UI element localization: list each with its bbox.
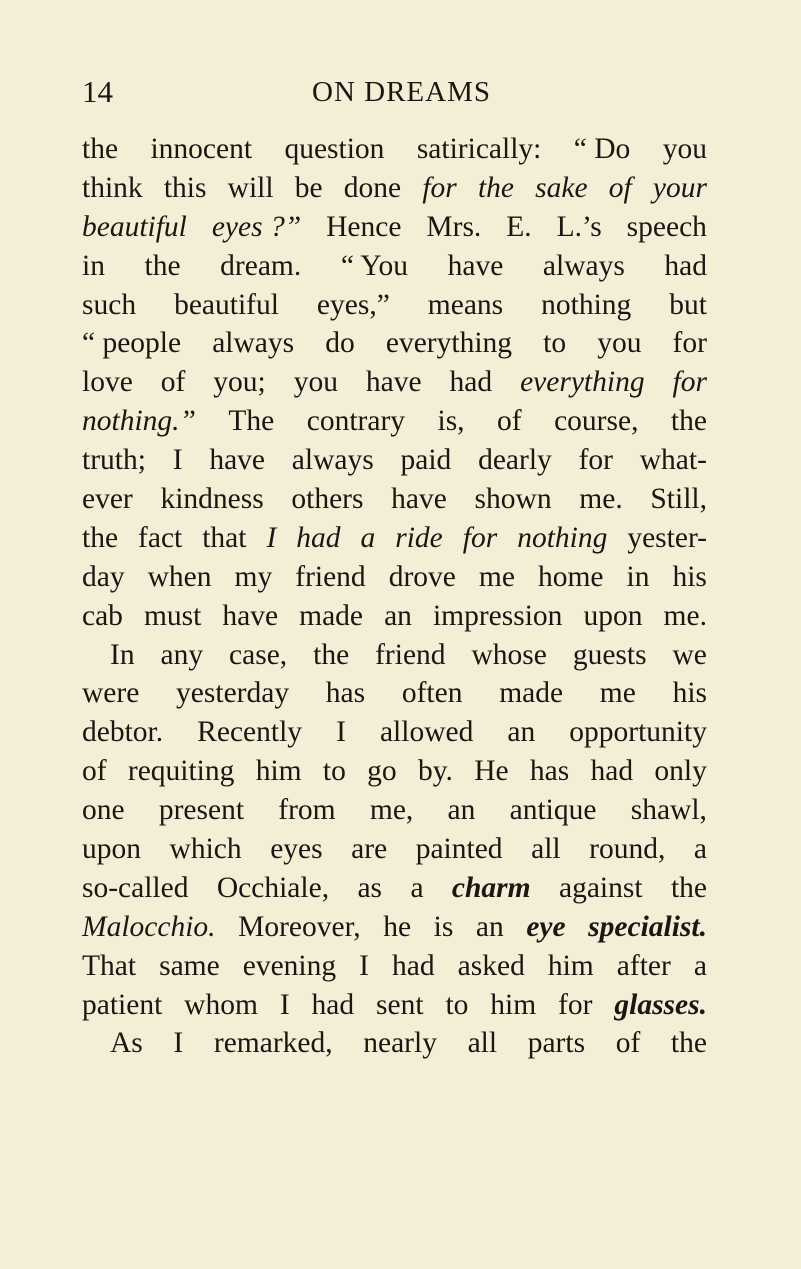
word: Moreover, xyxy=(238,910,361,943)
word: my xyxy=(234,560,273,593)
text-line xyxy=(82,713,707,752)
word: beautiful xyxy=(174,288,279,321)
word: means xyxy=(427,288,504,321)
word: an xyxy=(475,910,504,943)
text-line xyxy=(82,441,707,480)
word: drove xyxy=(388,560,456,593)
word: impression xyxy=(432,599,563,632)
word: always xyxy=(212,327,295,360)
word: beautiful xyxy=(82,210,187,243)
word: done xyxy=(343,171,402,204)
word: The xyxy=(228,405,275,438)
word: Hence xyxy=(326,210,402,243)
text-line xyxy=(82,324,707,363)
word: by. xyxy=(417,755,453,788)
word: of xyxy=(615,1027,641,1060)
word: must xyxy=(143,599,202,632)
word: me xyxy=(599,677,636,710)
word: Malocchio. xyxy=(82,910,216,943)
word: the xyxy=(82,133,119,165)
word: question xyxy=(284,133,385,165)
word: patient xyxy=(82,988,163,1021)
word: any xyxy=(160,638,204,671)
word: has xyxy=(529,755,570,788)
word: requiting xyxy=(127,755,235,788)
word: L.’s xyxy=(556,210,602,243)
word: after xyxy=(616,949,671,982)
text-line xyxy=(82,1024,707,1063)
word: all xyxy=(531,833,561,866)
word: cab xyxy=(82,599,123,632)
word: you xyxy=(293,366,338,399)
word: have xyxy=(222,599,279,632)
word: paid xyxy=(400,444,452,477)
word: always xyxy=(542,249,625,282)
word: be xyxy=(294,171,323,204)
word: me. xyxy=(579,483,623,516)
word: evening xyxy=(242,949,337,982)
word: contrary xyxy=(306,405,406,438)
word: for xyxy=(578,444,613,477)
word: round, xyxy=(589,833,666,866)
word: whose xyxy=(471,638,547,671)
word: home xyxy=(537,560,604,593)
word: to xyxy=(322,755,346,788)
word: Still, xyxy=(650,483,707,516)
word: asked xyxy=(457,949,525,982)
word: have xyxy=(447,249,504,282)
text-line xyxy=(82,752,707,791)
word: for xyxy=(672,327,707,360)
word: others xyxy=(291,483,364,516)
word: course, xyxy=(554,405,639,438)
word: He xyxy=(474,755,509,788)
word: me, xyxy=(369,794,414,827)
word: against xyxy=(559,871,643,904)
word: for xyxy=(672,366,707,399)
word: “ You xyxy=(340,249,409,282)
word: case, xyxy=(229,638,288,671)
word: “ people xyxy=(82,327,182,360)
word: ride xyxy=(395,521,443,554)
word: the xyxy=(82,521,119,554)
word: have xyxy=(365,366,422,399)
word: him xyxy=(547,949,594,982)
word: of xyxy=(160,366,186,399)
word: upon xyxy=(82,833,141,866)
word: me xyxy=(478,560,515,593)
word: I xyxy=(279,988,290,1021)
word: satirically: xyxy=(416,133,542,165)
word: had xyxy=(590,755,634,788)
word: you xyxy=(597,327,642,360)
text-line xyxy=(82,636,707,675)
word: painted xyxy=(415,833,503,866)
word: what- xyxy=(639,444,707,477)
word: eye xyxy=(526,910,566,943)
word: a xyxy=(410,871,424,904)
word: dearly xyxy=(478,444,552,477)
text-line xyxy=(82,908,707,947)
text-line xyxy=(82,558,707,597)
word: parts xyxy=(527,1027,586,1060)
word: had xyxy=(311,988,355,1021)
word: which xyxy=(169,833,242,866)
word: the xyxy=(670,1027,707,1060)
word: so-called xyxy=(82,871,189,904)
word: yester- xyxy=(627,521,707,554)
word: go xyxy=(367,755,397,788)
text-line xyxy=(82,597,707,636)
word: are xyxy=(351,833,388,866)
word: will xyxy=(227,171,274,204)
word: opportunity xyxy=(569,716,707,749)
text-line xyxy=(82,169,707,208)
word: shawl, xyxy=(630,794,707,827)
word: an xyxy=(507,716,536,749)
word: you; xyxy=(213,366,266,399)
word: in xyxy=(626,560,650,593)
word: “ Do xyxy=(573,133,631,165)
word: As xyxy=(110,1027,143,1060)
word: guests xyxy=(572,638,647,671)
running-head: ON DREAMS xyxy=(312,76,491,108)
text-line xyxy=(82,869,707,908)
word: nothing.” xyxy=(82,405,196,438)
word: the xyxy=(313,638,350,671)
word: kindness xyxy=(160,483,264,516)
word: made xyxy=(499,677,564,710)
word: for xyxy=(558,988,593,1021)
word: charm xyxy=(451,871,531,904)
word: for xyxy=(422,171,457,204)
word: eyes ?” xyxy=(211,210,302,243)
word: speech xyxy=(626,210,707,243)
word: Occhiale, xyxy=(216,871,330,904)
word: shown xyxy=(474,483,552,516)
word: have xyxy=(209,444,265,477)
word: you xyxy=(662,133,707,165)
word: glasses. xyxy=(614,988,707,1021)
word: a xyxy=(693,833,707,866)
word: of xyxy=(497,405,522,438)
text-line xyxy=(82,947,707,986)
word: love xyxy=(82,366,133,399)
text-line xyxy=(82,674,707,713)
word: that xyxy=(202,521,247,554)
text-line xyxy=(82,519,707,558)
word: In xyxy=(110,638,135,671)
word: everything xyxy=(520,366,645,399)
word: remarked, xyxy=(213,1027,333,1060)
word: friend xyxy=(295,560,366,593)
word: this xyxy=(163,171,207,204)
word: sent xyxy=(376,988,424,1021)
word: day xyxy=(82,560,125,593)
word: Mrs. xyxy=(426,210,482,243)
word: do xyxy=(325,327,355,360)
text-line xyxy=(82,402,707,441)
body-text xyxy=(82,130,707,1063)
word: eyes,” xyxy=(316,288,390,321)
word: ever xyxy=(82,483,133,516)
word: I xyxy=(359,949,369,982)
word: but xyxy=(669,288,707,321)
word: the xyxy=(144,249,181,282)
word: an xyxy=(384,599,412,632)
word: always xyxy=(291,444,374,477)
word: one xyxy=(82,794,125,827)
word: E. xyxy=(506,210,532,243)
word: his xyxy=(672,560,707,593)
word: of xyxy=(608,171,632,204)
word: we xyxy=(672,638,707,671)
text-line xyxy=(82,130,707,169)
word: nothing xyxy=(517,521,608,554)
word: fact xyxy=(138,521,183,554)
page-header xyxy=(82,72,712,112)
word: made xyxy=(299,599,364,632)
word: often xyxy=(401,677,463,710)
page-number: 14 xyxy=(82,74,113,109)
word: in xyxy=(82,249,105,282)
word: antique xyxy=(509,794,597,827)
text-line xyxy=(82,986,707,1025)
word: is, xyxy=(437,405,465,438)
word: had xyxy=(392,949,435,982)
word: from xyxy=(278,794,336,827)
word: specialist. xyxy=(588,910,707,943)
word: a xyxy=(360,521,376,554)
word: me. xyxy=(663,599,707,632)
word: him xyxy=(255,755,302,788)
word: debtor. xyxy=(82,716,164,749)
word: same xyxy=(159,949,220,982)
word: I xyxy=(173,1027,184,1060)
text-line xyxy=(82,286,707,325)
word: had xyxy=(449,366,493,399)
word: an xyxy=(447,794,476,827)
word: yesterday xyxy=(176,677,290,710)
word: of xyxy=(82,755,107,788)
word: had xyxy=(296,521,341,554)
word: I xyxy=(172,444,183,477)
word: the xyxy=(670,405,707,438)
word: upon xyxy=(583,599,643,632)
word: such xyxy=(82,288,137,321)
word: dream. xyxy=(220,249,302,282)
text-line xyxy=(82,480,707,519)
word: truth; xyxy=(82,444,146,477)
word: friend xyxy=(375,638,446,671)
word: Recently xyxy=(197,716,303,749)
word: his xyxy=(672,677,707,710)
word: nearly xyxy=(363,1027,437,1060)
word: a xyxy=(693,949,707,982)
word: whom xyxy=(184,988,258,1021)
word: have xyxy=(391,483,447,516)
text-line xyxy=(82,830,707,869)
text-line xyxy=(82,208,707,247)
text-line xyxy=(82,363,707,402)
text-line xyxy=(82,247,707,286)
word: I xyxy=(336,716,346,749)
word: think xyxy=(82,171,143,204)
word: everything xyxy=(385,327,513,360)
word: the xyxy=(670,871,707,904)
text-line xyxy=(82,791,707,830)
word: only xyxy=(654,755,707,788)
word: to xyxy=(445,988,469,1021)
word: eyes xyxy=(270,833,323,866)
word: is xyxy=(433,910,454,943)
word: when xyxy=(147,560,212,593)
word: present xyxy=(158,794,245,827)
word: nothing xyxy=(541,288,632,321)
word: had xyxy=(664,249,707,282)
word: all xyxy=(467,1027,498,1060)
word: him xyxy=(490,988,537,1021)
word: sake xyxy=(535,171,588,204)
word: to xyxy=(543,327,567,360)
word: as xyxy=(357,871,383,904)
word: has xyxy=(325,677,366,710)
word: That xyxy=(82,949,137,982)
word: I xyxy=(266,521,277,554)
word: your xyxy=(652,171,707,204)
word: innocent xyxy=(150,133,253,165)
word: for xyxy=(462,521,498,554)
word: he xyxy=(383,910,412,943)
word: were xyxy=(82,677,140,710)
word: allowed xyxy=(379,716,474,749)
word: the xyxy=(477,171,514,204)
